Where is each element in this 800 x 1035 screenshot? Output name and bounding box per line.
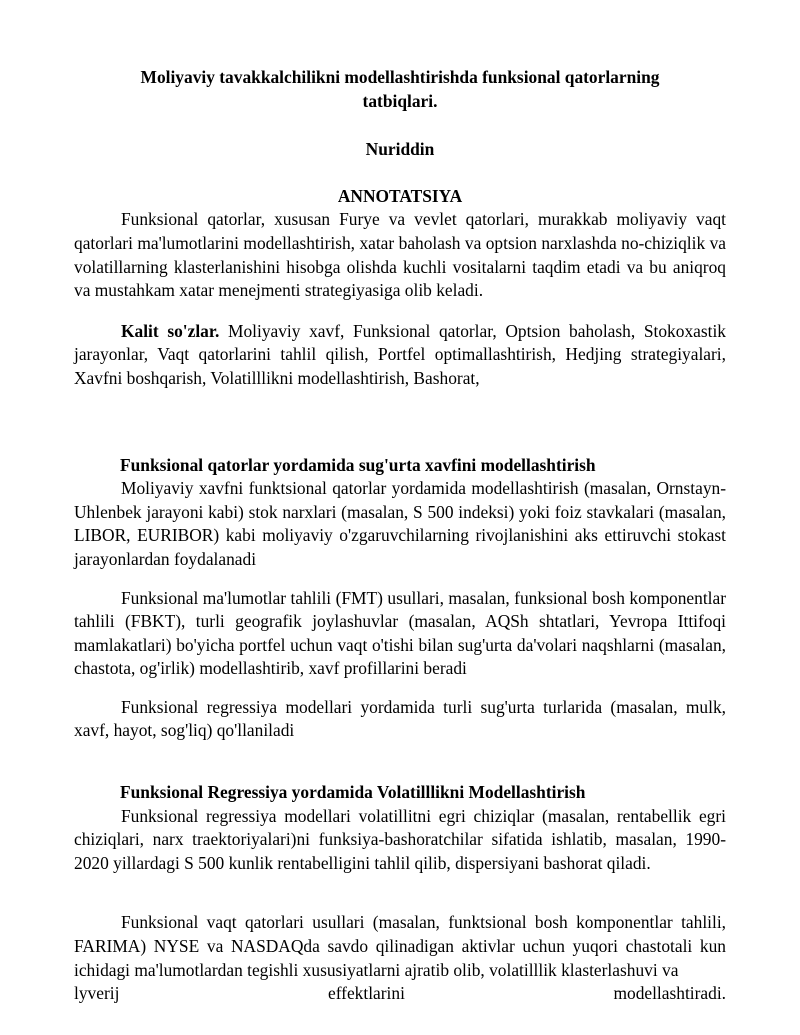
- section2-paragraph-1: Funksional regressiya modellari volatillitni egri chiziqlar (masalan, rentabellik egri chiziqlari, narx traektoriyalari)ni funksiya-bashoratchilar sifatida ishlatib, masalan, 1990-2020 yillardagi S 500 kunlik rentabelligini tahlil qilib, dispersiyani bashorat qiladi.: [74, 805, 726, 873]
- keywords-label: Kalit so'zlar.: [121, 320, 220, 341]
- spacer: [74, 572, 726, 587]
- spacer: [74, 743, 726, 781]
- section1-paragraph-1: Moliyaviy xavfni funktsional qatorlar yordamida modellashtirish (masalan, Ornstayn-Uhlenbek jarayoni kabi) stok narxlari (masalan, S 500 indeksi) yoki foiz stavkalari (masalan, LIBOR, EURIBOR) kabi moliyaviy o'zgaruvchilarning rivojlanishini aks ettiruvchi stokast jarayonlardan foydalanadi: [74, 478, 726, 569]
- abstract-text: Funksional qatorlar, xususan Furye va vevlet qatorlari, murakkab moliyaviy vaqt qatorlari ma'lumotlarini modellashtirish, xatar baholash va optsion narxlashda no-chiziqlik va volatillarning klasterlanishini hisobga olishda kuchli vositalarni taqdim etadi va bu aniqroq va mustahkam xatar menejmenti strategiyasiga olib keladi.: [74, 209, 726, 301]
- document-title: Moliyaviy tavakkalchilikni modellashtirishda funksional qatorlarning tatbiqlari.: [140, 67, 660, 111]
- abstract-heading: ANNOTATSIYA: [337, 185, 463, 206]
- last-line-word: effektlarini: [327, 983, 405, 1004]
- section1-paragraph-2: Funksional ma'lumotlar tahlili (FMT) usullari, masalan, funksional bosh komponentlar tahlili (FBKT), turli geografik joylashuvlar (masalan, AQSh shtatlari, Yevropa Ittifoqi mamlakatlari) bo'yicha portfel uchun vaqt o'tishi bilan sug'urta da'volari naqshlarni (masalan, chastota, og'irlik) modellashtirib, xavf profillarini beradi: [74, 587, 726, 679]
- spacer: [74, 681, 726, 696]
- author-name: Nuriddin: [365, 139, 435, 160]
- spacer: [74, 391, 726, 454]
- keywords-paragraph: [74, 320, 726, 391]
- last-line-word: modellashtiradi.: [613, 983, 726, 1004]
- spacer: [74, 303, 726, 320]
- section2-paragraph-2-last-line: [74, 982, 726, 1006]
- spacer: [74, 875, 726, 911]
- section2-paragraph-2: Funksional vaqt qatorlari usullari (masalan, funktsional bosh komponentlar tahlili, FARIMA) NYSE va NASDAQda savdo qilinadigan aktivlar uchun yuqori chastotali kun ichidagi ma'lumotlardan tegishli xususiyatlarni ajratib olib, volatilllik klasterlashuvi va: [74, 912, 726, 980]
- section1-paragraph-3: Funksional regressiya modellari yordamida turli sug'urta turlarida (masalan, mulk, xavf, hayot, sog'liq) qo'llaniladi: [74, 696, 726, 741]
- section2-heading: Funksional Regressiya yordamida Volatilllikni Modellashtirish: [120, 782, 586, 803]
- last-line-word: lyverij: [74, 983, 120, 1004]
- keywords-text: Moliyaviy xavf, Funksional qatorlar, Optsion baholash, Stokoxastik jarayonlar, Vaqt qatorlarini tahlil qilish, Portfel optimallashtirish, Hedjing strategiyalari, Xavfni boshqarish, Volatilllikni modellashtirish, Bashorat,: [74, 320, 726, 388]
- section1-heading: Funksional qatorlar yordamida sug'urta xavfini modellashtirish: [120, 454, 596, 475]
